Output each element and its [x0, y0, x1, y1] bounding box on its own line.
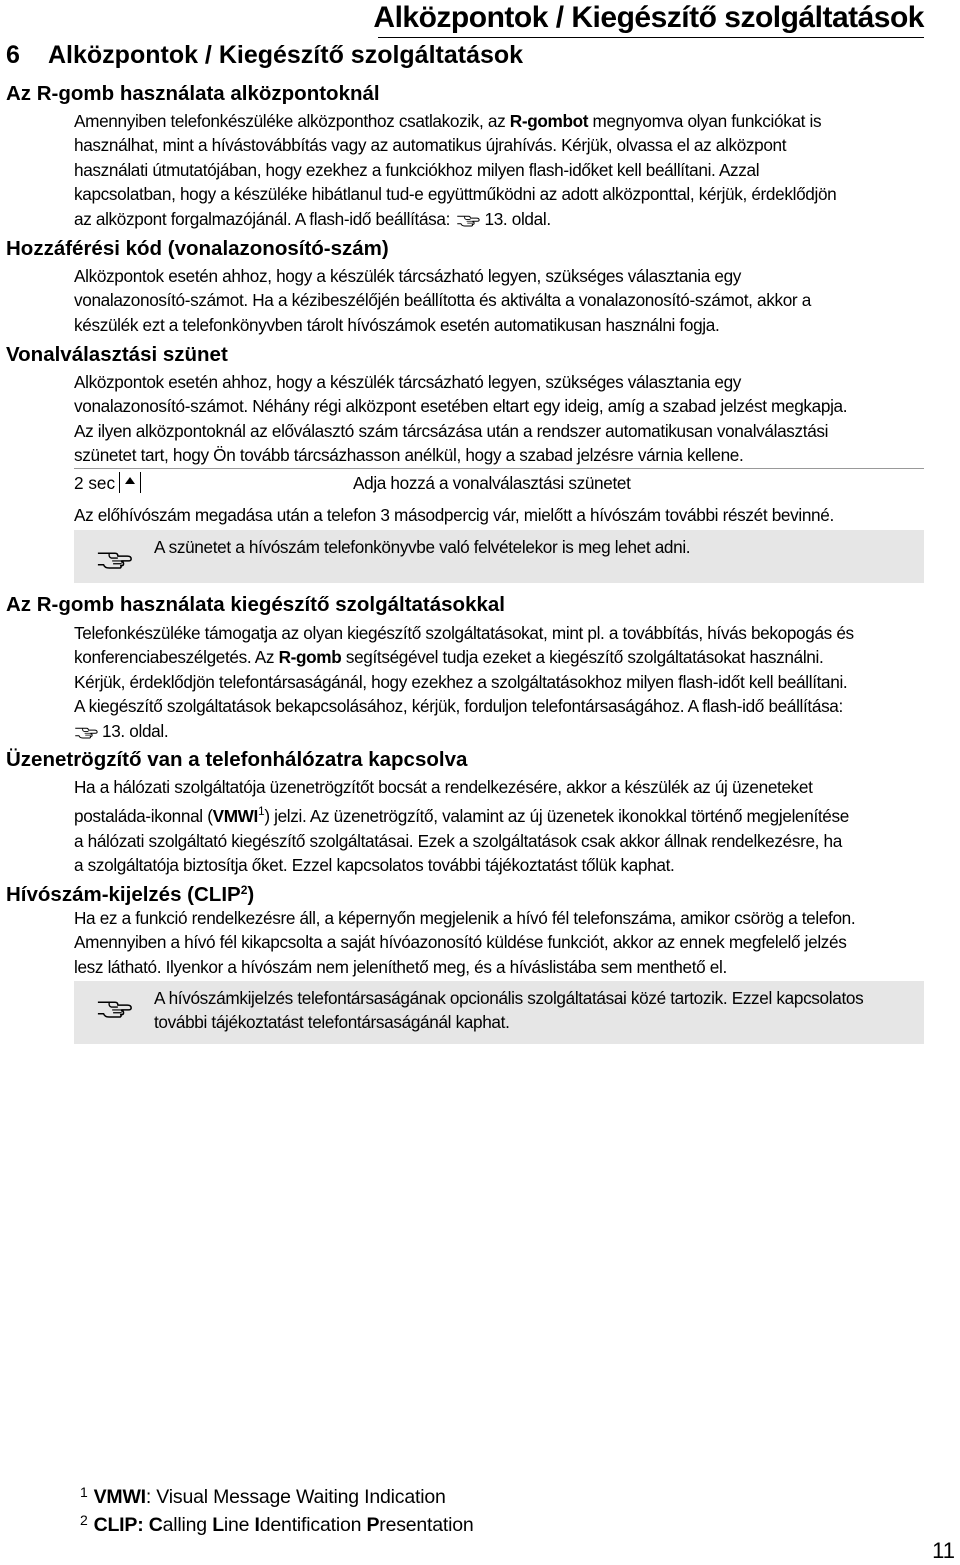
up-arrow-key-icon	[119, 472, 141, 493]
key-instruction-row	[74, 470, 932, 496]
paragraph-clip	[74, 906, 932, 979]
heading-vonalvalasztasi-szunet: Vonalválasztási szünet	[6, 343, 228, 366]
footnote-marker: 2	[240, 883, 248, 897]
footnote-text: : Visual Message Waiting Indication	[145, 1486, 446, 1508]
text-line: vonalazonosító-számot. Néhány régi alközpont esetében eltart egy ideig, amíg a szabad jelzést megkapja.	[74, 396, 848, 417]
text-line: Az ilyen alközpontoknál az előválasztó szám tárcsázása után a rendszer automatikusan vonalválasztási	[74, 420, 829, 441]
pointing-hand-icon	[96, 548, 134, 570]
r-gomb-bold: R-gomb	[278, 647, 342, 668]
footnote-number: 2	[80, 1512, 88, 1528]
text-line: kapcsolatban, hogy a készüléke hibátlanul tud-e együttműködni az adott alközponttal, kérjük, érdeklődjön	[74, 184, 837, 205]
note-text: további tájékoztatást telefontársaságánál kaphat.	[154, 1012, 510, 1032]
text-span: megnyomva olyan funkciókat is	[588, 111, 822, 131]
text-line: A kiegészítő szolgáltatások bekapcsolásához, kérjük, forduljon telefontársaságához. A flash-idő beállítása:	[74, 696, 843, 717]
paragraph-hozzaferesi-kod	[74, 264, 932, 337]
text-line: Ha ez a funkció rendelkezésre áll, a képernyőn megjelenik a hívó fél telefonszáma, amikor csörög a telefon.	[74, 908, 856, 928]
table-rule	[74, 468, 924, 469]
text-line: a szolgáltatója biztosítja őket. Ezzel kapcsolatos további tájékoztatást tőlük kaphat.	[74, 855, 675, 876]
text-line: használhat, mint a hívástovábbítás vagy az automatikus újrahívás. Kérjük, olvassa el az alközpont	[74, 135, 787, 156]
text-line: Alközpontok esetén ahhoz, hogy a készülék tárcsázható legyen, szükséges választania egy	[74, 372, 742, 392]
text-span: Hívószám-kijelzés (CLIP	[6, 883, 241, 906]
acronym-letter: L	[212, 1514, 224, 1536]
text-span: ) jelzi. Az üzenetrögzítő, valamint az új üzenetek ikonokkal történő megjelenítése	[264, 806, 849, 827]
text-line: vonalazonosító-számot. Ha a kézibeszélőjén beállította és aktiválta a vonalazonosító-számot, akkor a	[74, 290, 811, 311]
text-line: Ha a hálózati szolgáltatója üzenetrögzítőt bocsát a rendelkezésére, akkor a készülék az új üzeneteket	[74, 777, 813, 797]
text-line: lesz látható. Ilyenkor a hívószám nem jeleníthető meg, és a híváslistába sem menthető el.	[74, 956, 727, 977]
text-span: alling	[162, 1514, 213, 1536]
text-line: szünetet tart, hogy Ön tovább tárcsázhasson anélkül, hogy a szabad jelzésre várnia kellene.	[74, 445, 744, 466]
r-gomb-bold: R-gombot	[509, 111, 589, 131]
text-line: Amennyiben a hívó fél kikapcsolta a saját hívóazonosító küldése funkciót, akkor az ennek megfelelő jelzés	[74, 932, 847, 953]
footnote-marker: 1	[257, 804, 265, 819]
text-line: Az előhívószám megadása után a telefon 3 másodpercig vár, mielőtt a hívószám további részét bevinné.	[74, 505, 834, 525]
paragraph-uzenetrogzito	[74, 775, 932, 878]
text-span: ine	[223, 1514, 255, 1536]
text-line: készülék ezt a telefonkönyvben tárolt hívószámok esetén automatikusan használni fogja.	[74, 314, 720, 335]
chapter-title	[6, 40, 523, 70]
text-span: postaláda-ikonnal (	[74, 806, 213, 827]
note-text: A szünetet a hívószám telefonkönyvbe való felvételekor is meg lehet adni.	[154, 537, 691, 557]
heading-clip	[6, 877, 254, 908]
running-head: Alközpontok / Kiegészítő szolgáltatások	[373, 1, 924, 34]
footnote-term: VMWI	[93, 1486, 146, 1508]
text-line: Telefonkészüléke támogatja az olyan kiegészítő szolgáltatásokat, mint pl. a továbbítás, hívás bekopogás és	[74, 623, 854, 643]
text-line: használati útmutatójában, hogy ezekhez a funkciókhoz milyen flash-időket kell beállítani. Azzal	[74, 159, 760, 180]
footnote-2	[80, 1508, 474, 1537]
footnote-1	[80, 1480, 446, 1509]
pointing-hand-icon	[456, 213, 481, 227]
text-span: konferenciabeszélgetés. Az	[74, 647, 279, 668]
chapter-title-text: Alközpontok / Kiegészítő szolgáltatások	[48, 41, 524, 69]
chapter-number: 6	[6, 41, 20, 69]
text-line: Kérjük, érdeklődjön telefontársaságánál, hogy ezekhez a szolgáltatásokhoz milyen flash-időt kell beállítani.	[74, 671, 848, 692]
paragraph-pause-explanation	[74, 503, 932, 527]
text-span: segítségével tudja ezeket a kiegészítő szolgáltatásokat használni.	[341, 647, 824, 668]
acronym-letter: I	[254, 1514, 260, 1536]
paragraph-rgomb-alkozpont	[74, 109, 932, 231]
page-reference: 13. oldal.	[102, 720, 169, 741]
heading-uzenetrogzito: Üzenetrögzítő van a telefonhálózatra kapcsolva	[6, 748, 468, 771]
note-text: A hívószámkijelzés telefontársaságának opcionális szolgáltatásai közé tartozik. Ezzel kapcsolatos	[154, 988, 864, 1008]
header-rule	[378, 37, 924, 38]
paragraph-rgomb-kiegeszito	[74, 621, 932, 743]
vmwi-bold: VMWI	[212, 806, 258, 827]
text-line: Alközpontok esetén ahhoz, hogy a készülék tárcsázható legyen, szükséges választania egy	[74, 266, 742, 286]
page-number: 11	[932, 1538, 955, 1563]
pointing-hand-icon	[74, 725, 99, 739]
text-span: dentification	[259, 1514, 367, 1536]
text-span: resentation	[379, 1514, 474, 1536]
heading-rgomb-alkozpont: Az R-gomb használata alközpontoknál	[6, 82, 380, 105]
text-line: a hálózati szolgáltató kiegészítő szolgáltatásai. Ezek a szolgáltatások csak akkor állnak rendelkezésre, ha	[74, 830, 842, 851]
acronym-letter: P	[366, 1514, 380, 1536]
text-span: az alközpont forgalmazójánál. A flash-idő beállítása:	[74, 208, 455, 229]
pointing-hand-icon	[96, 997, 134, 1019]
text-span: Amennyiben telefonkészüléke alközponthoz csatlakozik, az	[74, 111, 510, 131]
heading-rgomb-kiegeszito: Az R-gomb használata kiegészítő szolgáltatásokkal	[6, 593, 505, 616]
footnote-term: CLIP:	[93, 1514, 144, 1536]
text-span: )	[247, 883, 255, 906]
key-action: Adja hozzá a vonalválasztási szünetet	[353, 473, 631, 493]
acronym-letter: C	[148, 1514, 163, 1536]
page-reference: 13. oldal.	[484, 208, 551, 229]
key-duration: 2 sec	[74, 473, 116, 493]
paragraph-vonalvalasztasi-szunet	[74, 370, 932, 468]
note-box-pause	[74, 530, 924, 583]
heading-hozzaferesi-kod: Hozzáférési kód (vonalazonosító-szám)	[6, 237, 389, 260]
note-box-clip	[74, 981, 924, 1044]
footnote-number: 1	[80, 1484, 88, 1500]
